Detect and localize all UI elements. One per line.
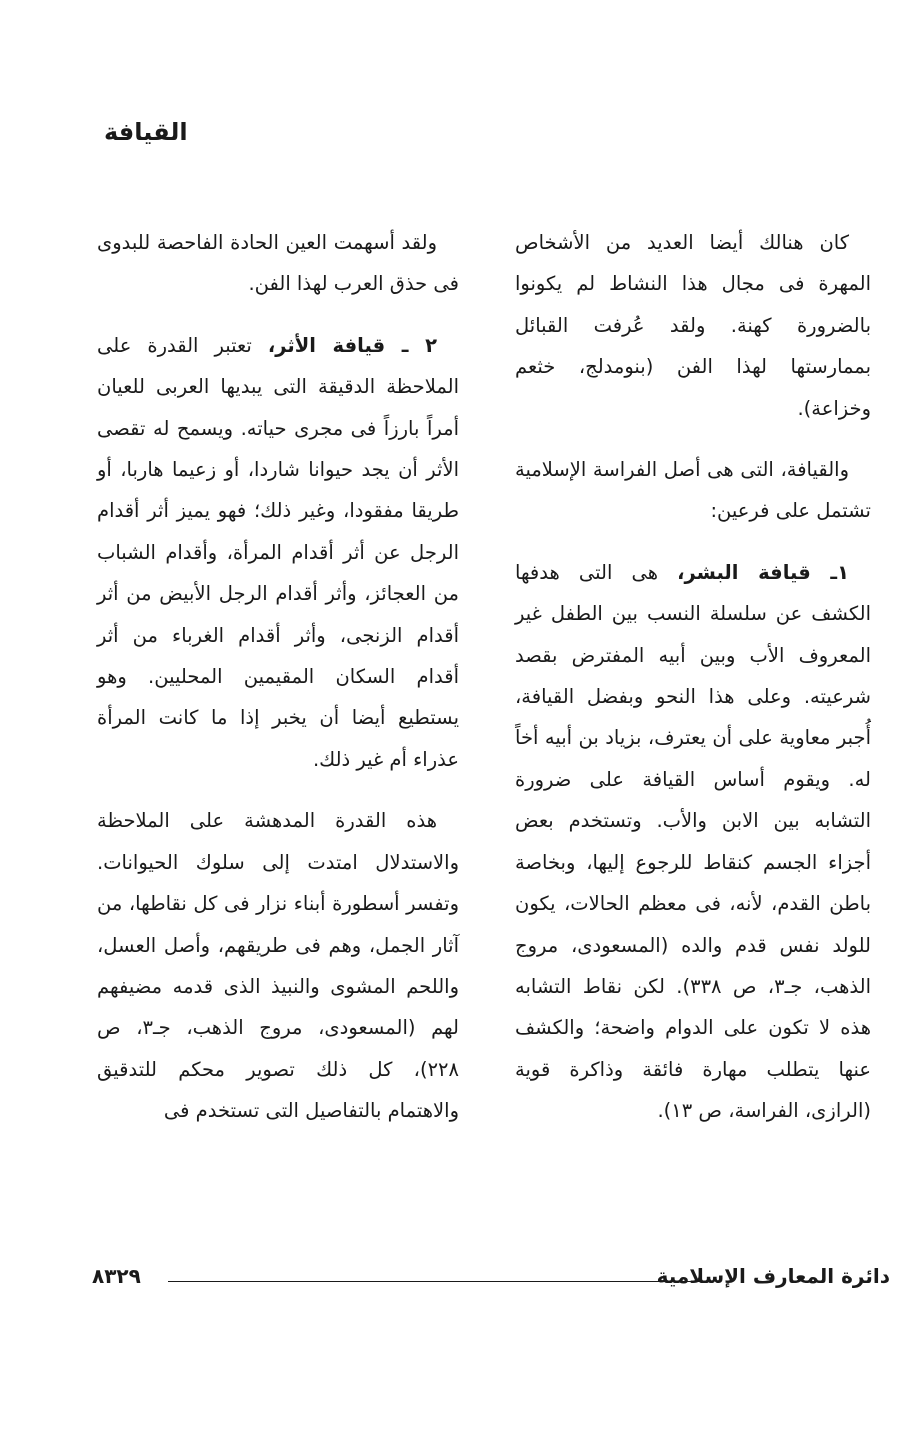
footer-journal-title: دائرة المعارف الإسلامية (656, 1264, 890, 1288)
paragraph: ولقد أسهمت العين الحادة الفاحصة للبدوى فى حذق العرب لهذا الفن. (97, 231, 459, 296)
right-column (515, 222, 871, 1152)
paragraph (515, 552, 871, 1132)
footer-divider (168, 1281, 700, 1282)
paragraph-body: هى التى هدفها الكشف عن سلسلة النسب بين الطفل غير المعروف الأب وبين أبيه المفترض بقصد شرعيته. وعلى هذا النحو وبفضل القيافة، أُجبر معاوية على أن يعترف، بزياد بن أبيه أخاً له. ويقوم أساس القيافة على ضرورة التشابه بين الابن والأب. وتستخدم بعض أجزاء الجسم كنقاط للرجوع إليها، وبخاصة باطن القدم، لأنه، فى معظم الحالات، يكون للولد نفس قدم والده (المسعودى، مروج الذهب، جـ٣، ص ٣٣٨). لكن نقاط التشابه هذه لا تكون على الدوام واضحة؛ والكشف عنها يتطلب مهارة فائقة وذاكرة قوية (الرازى، الفراسة، ص ١٣). (515, 560, 871, 1123)
section-heading-human-physiognomy: ١ـ قيافة البشر، (677, 560, 849, 584)
running-header-title: القيافة (104, 118, 188, 146)
page-number: ٨٣٢٩ (92, 1264, 141, 1288)
left-column (97, 222, 459, 1152)
paragraph-body: تعتبر القدرة على الملاحظة الدقيقة التى يبديها العربى للعيان أمراً بارزاً فى مجرى حياته. ويسمح له تقصى الأثر أن يجد حيوانا شاردا، أو زعيما هاربا، أو طريقا مفقودا، وغير ذلك؛ فهو يميز أثر أقدام الرجل عن أثر أقدام المرأة، وأقدام الشباب من العجائز، وأثر أقدام الرجل الأبيض من أثر أقدام الزنجى، وأثر أقدام الغرباء من أثر أقدام السكان المقيمين المحليين. وهو يستطيع أيضا أن يخبر إذا ما كانت المرأة عذراء أم غير ذلك. (97, 333, 459, 771)
paragraph: هذه القدرة المدهشة على الملاحظة والاستدلال امتدت إلى سلوك الحيوانات. وتفسر أسطورة أبناء نزار فى كل نقاطها، من آثار الجمل، وهم فى طريقهم، وأصل العسل، واللحم المشوى والنبيذ الذى قدمه مضيفهم لهم (المسعودى، مروج الذهب، جـ٣، ص ٢٢٨)، كل ذلك تصوير محكم للتدقيق والاهتمام بالتفاصيل التى تستخدم فى (97, 809, 459, 1123)
paragraph (97, 325, 459, 780)
section-heading-track-reading: ٢ ـ قيافة الأثر، (267, 333, 437, 357)
paragraph: كان هنالك أيضا العديد من الأشخاص المهرة فى مجال هذا النشاط لم يكونوا بالضرورة كهنة. ولقد عُرفت القبائل بممارستها لهذا الفن (بنومدلج، خثعم وخزاعة). (515, 231, 871, 420)
paragraph: والقيافة، التى هى أصل الفراسة الإسلامية تشتمل على فرعين: (515, 458, 871, 523)
